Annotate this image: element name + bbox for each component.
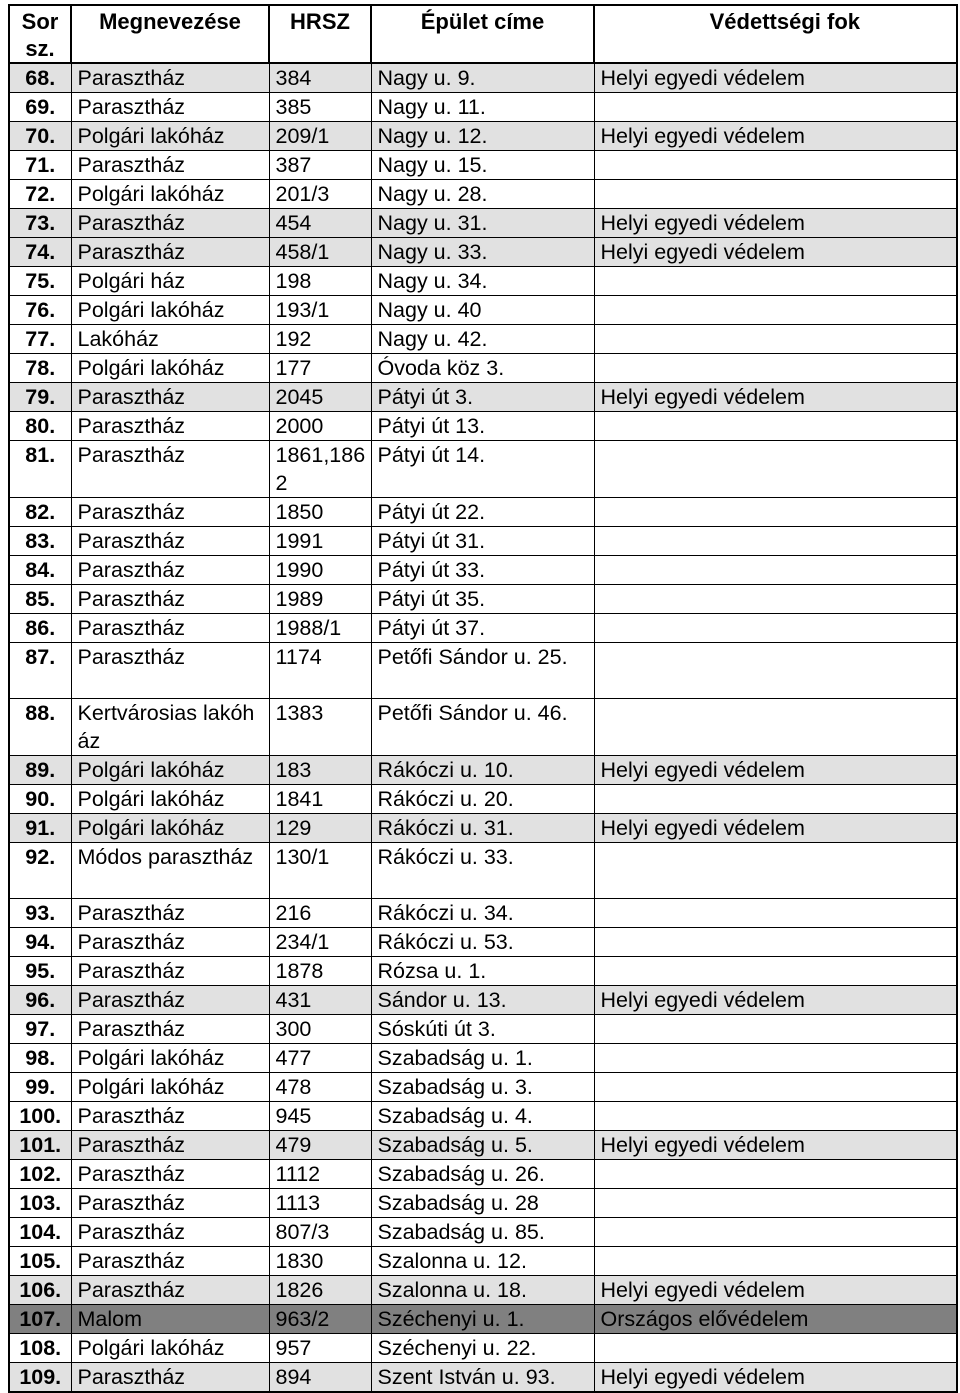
cell-prot: Helyi egyedi védelem: [594, 383, 957, 412]
cell-prot: [594, 498, 957, 527]
cell-name: Polgári lakóház: [71, 296, 269, 325]
table-row: [9, 928, 957, 957]
cell-addr: Nagy u. 34.: [371, 267, 594, 296]
cell-addr: Sándor u. 13.: [371, 986, 594, 1015]
cell-addr: Nagy u. 9.: [371, 63, 594, 93]
cell-name: Parasztház: [71, 585, 269, 614]
cell-name: Polgári ház: [71, 267, 269, 296]
cell-prot: Helyi egyedi védelem: [594, 1131, 957, 1160]
cell-addr: Petőfi Sándor u. 46.: [371, 699, 594, 756]
cell-hrsz: 129: [269, 814, 371, 843]
cell-prot: Helyi egyedi védelem: [594, 1363, 957, 1393]
cell-prot: [594, 643, 957, 699]
header-name: Megnevezése: [71, 5, 269, 63]
cell-addr: Pátyi út 33.: [371, 556, 594, 585]
cell-hrsz: 894: [269, 1363, 371, 1393]
table-row: [9, 1218, 957, 1247]
cell-prot: Helyi egyedi védelem: [594, 63, 957, 93]
table-row: [9, 585, 957, 614]
cell-sor: 83.: [9, 527, 71, 556]
cell-prot: Helyi egyedi védelem: [594, 756, 957, 785]
cell-hrsz: 384: [269, 63, 371, 93]
monument-table: [8, 4, 958, 1393]
cell-hrsz: 1988/1: [269, 614, 371, 643]
cell-name: Polgári lakóház: [71, 756, 269, 785]
cell-name: Polgári lakóház: [71, 122, 269, 151]
cell-hrsz: 1174: [269, 643, 371, 699]
cell-addr: Szent István u. 93.: [371, 1363, 594, 1393]
cell-sor: 73.: [9, 209, 71, 238]
cell-addr: Pátyi út 31.: [371, 527, 594, 556]
table-row: [9, 296, 957, 325]
cell-hrsz: 807/3: [269, 1218, 371, 1247]
cell-addr: Rákóczi u. 34.: [371, 899, 594, 928]
table-row: [9, 1073, 957, 1102]
table-header: [9, 5, 957, 63]
cell-prot: [594, 614, 957, 643]
cell-addr: Nagy u. 42.: [371, 325, 594, 354]
cell-name: Parasztház: [71, 899, 269, 928]
cell-prot: [594, 899, 957, 928]
cell-name: Parasztház: [71, 383, 269, 412]
cell-name: Parasztház: [71, 1015, 269, 1044]
cell-sor: 78.: [9, 354, 71, 383]
table-row: [9, 1276, 957, 1305]
table-row: [9, 957, 957, 986]
cell-name: Polgári lakóház: [71, 1334, 269, 1363]
cell-sor: 72.: [9, 180, 71, 209]
cell-name: Polgári lakóház: [71, 1073, 269, 1102]
table-row: [9, 986, 957, 1015]
cell-hrsz: 387: [269, 151, 371, 180]
cell-name: Parasztház: [71, 527, 269, 556]
cell-name: Parasztház: [71, 928, 269, 957]
cell-prot: [594, 1160, 957, 1189]
cell-name: Módos parasztház: [71, 843, 269, 899]
cell-addr: Szabadság u. 26.: [371, 1160, 594, 1189]
cell-prot: [594, 1102, 957, 1131]
cell-prot: [594, 1044, 957, 1073]
cell-sor: 69.: [9, 93, 71, 122]
cell-sor: 75.: [9, 267, 71, 296]
table-row: [9, 498, 957, 527]
cell-name: Parasztház: [71, 441, 269, 498]
cell-sor: 102.: [9, 1160, 71, 1189]
cell-sor: 81.: [9, 441, 71, 498]
cell-hrsz: 1878: [269, 957, 371, 986]
cell-prot: [594, 1189, 957, 1218]
header-addr: Épület címe: [371, 5, 594, 63]
cell-name: Parasztház: [71, 498, 269, 527]
cell-prot: Helyi egyedi védelem: [594, 986, 957, 1015]
cell-hrsz: 177: [269, 354, 371, 383]
cell-hrsz: 957: [269, 1334, 371, 1363]
cell-sor: 103.: [9, 1189, 71, 1218]
cell-addr: Pátyi út 37.: [371, 614, 594, 643]
cell-addr: Szabadság u. 85.: [371, 1218, 594, 1247]
cell-hrsz: 300: [269, 1015, 371, 1044]
cell-hrsz: 1113: [269, 1189, 371, 1218]
cell-name: Parasztház: [71, 209, 269, 238]
cell-hrsz: 945: [269, 1102, 371, 1131]
table-row: [9, 1363, 957, 1393]
cell-sor: 93.: [9, 899, 71, 928]
cell-hrsz: 234/1: [269, 928, 371, 957]
table-row: [9, 209, 957, 238]
cell-sor: 92.: [9, 843, 71, 899]
cell-addr: Rákóczi u. 20.: [371, 785, 594, 814]
cell-hrsz: 478: [269, 1073, 371, 1102]
cell-prot: Helyi egyedi védelem: [594, 814, 957, 843]
cell-name: Kertvárosias lakóház: [71, 699, 269, 756]
cell-prot: [594, 556, 957, 585]
cell-addr: Nagy u. 15.: [371, 151, 594, 180]
cell-name: Parasztház: [71, 1363, 269, 1393]
cell-addr: Szabadság u. 4.: [371, 1102, 594, 1131]
cell-addr: Szabadság u. 28: [371, 1189, 594, 1218]
cell-hrsz: 431: [269, 986, 371, 1015]
table-row: [9, 151, 957, 180]
cell-hrsz: 1989: [269, 585, 371, 614]
cell-name: Parasztház: [71, 1189, 269, 1218]
header-hrsz: HRSZ: [269, 5, 371, 63]
cell-addr: Pátyi út 14.: [371, 441, 594, 498]
table-row: [9, 1247, 957, 1276]
table-row: [9, 1102, 957, 1131]
cell-name: Parasztház: [71, 63, 269, 93]
cell-sor: 105.: [9, 1247, 71, 1276]
table-body: [9, 63, 957, 1392]
cell-addr: Szalonna u. 18.: [371, 1276, 594, 1305]
cell-sor: 85.: [9, 585, 71, 614]
table-row: [9, 63, 957, 93]
table-row: [9, 441, 957, 498]
cell-sor: 70.: [9, 122, 71, 151]
header-row: [9, 5, 957, 63]
table-row: [9, 556, 957, 585]
cell-sor: 94.: [9, 928, 71, 957]
cell-name: Polgári lakóház: [71, 180, 269, 209]
cell-hrsz: 198: [269, 267, 371, 296]
cell-hrsz: 1826: [269, 1276, 371, 1305]
table-row: [9, 756, 957, 785]
table-row: [9, 238, 957, 267]
cell-hrsz: 385: [269, 93, 371, 122]
cell-name: Parasztház: [71, 238, 269, 267]
table-row: [9, 1305, 957, 1334]
table-row: [9, 814, 957, 843]
cell-hrsz: 193/1: [269, 296, 371, 325]
cell-prot: [594, 412, 957, 441]
cell-prot: Helyi egyedi védelem: [594, 1276, 957, 1305]
cell-sor: 107.: [9, 1305, 71, 1334]
table-row: [9, 1160, 957, 1189]
cell-prot: [594, 325, 957, 354]
cell-addr: Szabadság u. 1.: [371, 1044, 594, 1073]
cell-addr: Óvoda köz 3.: [371, 354, 594, 383]
cell-prot: [594, 1247, 957, 1276]
cell-hrsz: 201/3: [269, 180, 371, 209]
table-row: [9, 325, 957, 354]
cell-sor: 101.: [9, 1131, 71, 1160]
table-row: [9, 267, 957, 296]
cell-sor: 89.: [9, 756, 71, 785]
cell-sor: 74.: [9, 238, 71, 267]
cell-prot: [594, 1073, 957, 1102]
table-row: [9, 1015, 957, 1044]
cell-addr: Pátyi út 13.: [371, 412, 594, 441]
cell-addr: Sóskúti út 3.: [371, 1015, 594, 1044]
cell-name: Parasztház: [71, 1276, 269, 1305]
cell-addr: Nagy u. 40: [371, 296, 594, 325]
cell-addr: Rákóczi u. 33.: [371, 843, 594, 899]
cell-sor: 90.: [9, 785, 71, 814]
cell-name: Parasztház: [71, 957, 269, 986]
cell-addr: Szabadság u. 3.: [371, 1073, 594, 1102]
cell-name: Parasztház: [71, 614, 269, 643]
cell-prot: [594, 843, 957, 899]
table-row: [9, 843, 957, 899]
cell-sor: 77.: [9, 325, 71, 354]
cell-prot: [594, 93, 957, 122]
cell-addr: Széchenyi u. 22.: [371, 1334, 594, 1363]
cell-prot: [594, 354, 957, 383]
table-row: [9, 180, 957, 209]
cell-hrsz: 1990: [269, 556, 371, 585]
cell-addr: Szabadság u. 5.: [371, 1131, 594, 1160]
cell-sor: 91.: [9, 814, 71, 843]
cell-hrsz: 477: [269, 1044, 371, 1073]
cell-name: Parasztház: [71, 1102, 269, 1131]
cell-hrsz: 2045: [269, 383, 371, 412]
cell-sor: 100.: [9, 1102, 71, 1131]
table-row: [9, 527, 957, 556]
table-row: [9, 1189, 957, 1218]
cell-addr: Nagy u. 11.: [371, 93, 594, 122]
cell-prot: [594, 785, 957, 814]
cell-hrsz: 1383: [269, 699, 371, 756]
cell-hrsz: 183: [269, 756, 371, 785]
cell-addr: Rózsa u. 1.: [371, 957, 594, 986]
header-prot: Védettségi fok: [594, 5, 957, 63]
cell-name: Parasztház: [71, 556, 269, 585]
cell-sor: 82.: [9, 498, 71, 527]
cell-name: Parasztház: [71, 1218, 269, 1247]
cell-hrsz: 2000: [269, 412, 371, 441]
cell-addr: Rákóczi u. 31.: [371, 814, 594, 843]
table-row: [9, 412, 957, 441]
cell-hrsz: 454: [269, 209, 371, 238]
table-row: [9, 1044, 957, 1073]
cell-sor: 68.: [9, 63, 71, 93]
cell-sor: 108.: [9, 1334, 71, 1363]
cell-name: Parasztház: [71, 1247, 269, 1276]
table-row: [9, 93, 957, 122]
table-row: [9, 1334, 957, 1363]
table-row: [9, 899, 957, 928]
cell-sor: 95.: [9, 957, 71, 986]
cell-prot: [594, 1334, 957, 1363]
cell-sor: 98.: [9, 1044, 71, 1073]
cell-sor: 109.: [9, 1363, 71, 1393]
cell-name: Lakóház: [71, 325, 269, 354]
cell-prot: [594, 151, 957, 180]
cell-name: Malom: [71, 1305, 269, 1334]
table-row: [9, 699, 957, 756]
cell-addr: Rákóczi u. 53.: [371, 928, 594, 957]
cell-prot: Helyi egyedi védelem: [594, 209, 957, 238]
table-row: [9, 383, 957, 412]
table-row: [9, 614, 957, 643]
cell-sor: 76.: [9, 296, 71, 325]
cell-hrsz: 192: [269, 325, 371, 354]
table-row: [9, 643, 957, 699]
cell-hrsz: 216: [269, 899, 371, 928]
cell-sor: 96.: [9, 986, 71, 1015]
cell-prot: [594, 180, 957, 209]
cell-prot: [594, 267, 957, 296]
cell-prot: Helyi egyedi védelem: [594, 122, 957, 151]
cell-sor: 87.: [9, 643, 71, 699]
cell-hrsz: 458/1: [269, 238, 371, 267]
cell-prot: Országos elővédelem: [594, 1305, 957, 1334]
header-sor: Sor sz.: [9, 5, 71, 63]
cell-sor: 79.: [9, 383, 71, 412]
cell-hrsz: 130/1: [269, 843, 371, 899]
cell-name: Parasztház: [71, 643, 269, 699]
cell-hrsz: 1850: [269, 498, 371, 527]
cell-addr: Nagy u. 33.: [371, 238, 594, 267]
cell-name: Parasztház: [71, 151, 269, 180]
cell-sor: 104.: [9, 1218, 71, 1247]
cell-addr: Pátyi út 35.: [371, 585, 594, 614]
cell-name: Polgári lakóház: [71, 814, 269, 843]
cell-prot: [594, 1015, 957, 1044]
cell-addr: Nagy u. 31.: [371, 209, 594, 238]
cell-name: Parasztház: [71, 986, 269, 1015]
cell-prot: [594, 1218, 957, 1247]
cell-prot: [594, 928, 957, 957]
cell-sor: 84.: [9, 556, 71, 585]
cell-hrsz: 1841: [269, 785, 371, 814]
cell-name: Polgári lakóház: [71, 785, 269, 814]
table-row: [9, 1131, 957, 1160]
cell-name: Parasztház: [71, 1131, 269, 1160]
cell-hrsz: 1830: [269, 1247, 371, 1276]
cell-hrsz: 1112: [269, 1160, 371, 1189]
cell-hrsz: 1991: [269, 527, 371, 556]
cell-sor: 86.: [9, 614, 71, 643]
cell-prot: [594, 527, 957, 556]
cell-prot: [594, 957, 957, 986]
cell-addr: Pátyi út 3.: [371, 383, 594, 412]
cell-sor: 80.: [9, 412, 71, 441]
cell-hrsz: 963/2: [269, 1305, 371, 1334]
cell-name: Polgári lakóház: [71, 354, 269, 383]
cell-addr: Nagy u. 12.: [371, 122, 594, 151]
cell-addr: Rákóczi u. 10.: [371, 756, 594, 785]
cell-hrsz: 1861,1862: [269, 441, 371, 498]
cell-sor: 97.: [9, 1015, 71, 1044]
cell-prot: [594, 699, 957, 756]
cell-addr: Pátyi út 22.: [371, 498, 594, 527]
table-row: [9, 785, 957, 814]
cell-addr: Nagy u. 28.: [371, 180, 594, 209]
cell-addr: Széchenyi u. 1.: [371, 1305, 594, 1334]
cell-prot: [594, 585, 957, 614]
cell-name: Parasztház: [71, 412, 269, 441]
cell-hrsz: 209/1: [269, 122, 371, 151]
table-row: [9, 354, 957, 383]
cell-sor: 88.: [9, 699, 71, 756]
cell-name: Parasztház: [71, 1160, 269, 1189]
cell-prot: Helyi egyedi védelem: [594, 238, 957, 267]
cell-addr: Petőfi Sándor u. 25.: [371, 643, 594, 699]
cell-sor: 99.: [9, 1073, 71, 1102]
cell-prot: [594, 441, 957, 498]
table-row: [9, 122, 957, 151]
cell-hrsz: 479: [269, 1131, 371, 1160]
cell-name: Polgári lakóház: [71, 1044, 269, 1073]
cell-prot: [594, 296, 957, 325]
cell-sor: 71.: [9, 151, 71, 180]
cell-sor: 106.: [9, 1276, 71, 1305]
cell-name: Parasztház: [71, 93, 269, 122]
cell-addr: Szalonna u. 12.: [371, 1247, 594, 1276]
